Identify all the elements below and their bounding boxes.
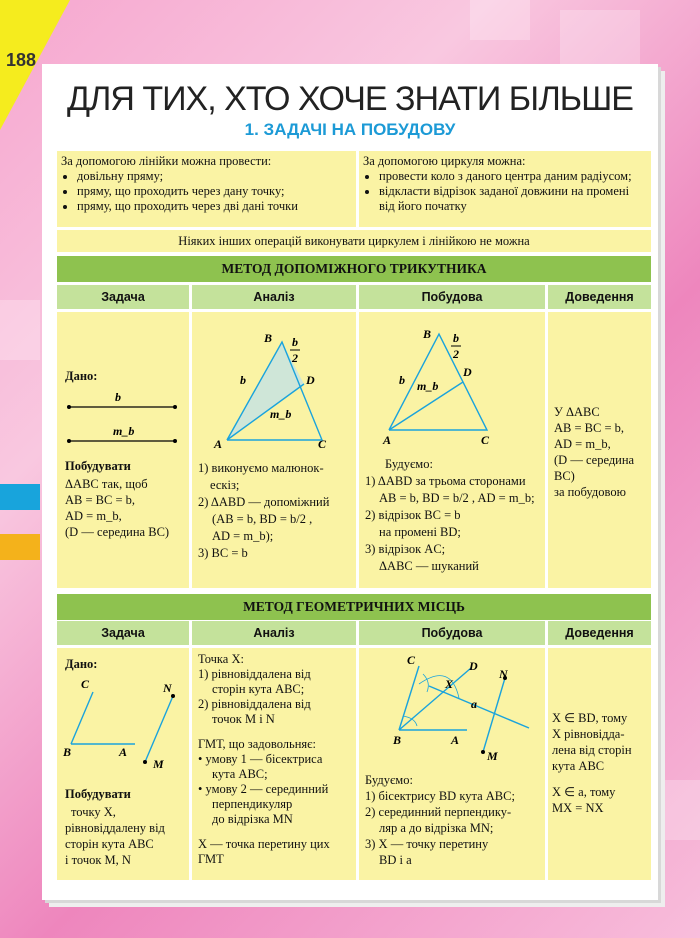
ruler-item: • пряму, що проходить через дві дані точки xyxy=(77,199,352,214)
m1-analysis-line: 3) BC = b xyxy=(198,546,248,560)
fig-label: A xyxy=(119,745,128,759)
m1-analysis-cell xyxy=(192,312,356,588)
fig-label: D xyxy=(463,365,472,379)
fig-label: m_b xyxy=(270,407,292,421)
fig-label: B xyxy=(393,733,402,747)
m1-proof-line: AD = m_b, xyxy=(554,437,611,451)
compass-info xyxy=(359,151,651,227)
seg-b-label: b xyxy=(115,390,121,404)
m1-task-line: (D — середина BC) xyxy=(65,525,170,539)
m2-construction-line: BD і a xyxy=(379,853,412,867)
fig-label: C xyxy=(481,433,490,447)
ruler-intro: За допомогою лінійки можна провести: xyxy=(61,154,272,168)
fig-label: b xyxy=(292,335,298,349)
m1-given-segments xyxy=(57,382,189,452)
m2-analysis-line: до відрізка MN xyxy=(212,812,293,826)
m1-construction-line: 1) ΔABD за трьома сторонами xyxy=(365,474,526,488)
fig-label: C xyxy=(407,653,416,667)
m1-analysis-line: 2) ΔABD — допоміжний xyxy=(198,495,330,509)
compass-item: • провести коло з даного центра даним радіусом; xyxy=(379,169,647,184)
m2-construction-line: 3) X — точку перетину xyxy=(365,837,489,851)
m1-proof-line: (D — середина xyxy=(554,453,635,467)
m2-construction-cell xyxy=(359,648,545,880)
fig-label: B xyxy=(264,331,273,345)
m1-construction-line: 2) відрізок BC = b xyxy=(365,508,461,522)
fig-label: 2 xyxy=(453,347,459,361)
fig-label: C xyxy=(81,677,90,691)
m2-header-analysis: Аналіз xyxy=(192,621,356,645)
m2-build-label: Побудувати xyxy=(65,787,131,801)
m2-analysis-line: X — точка перетину цих xyxy=(198,837,330,851)
fig-label: m_b xyxy=(417,379,439,393)
fig-label: A xyxy=(214,437,223,451)
m2-construction-line: 1) бісектрису BD кута ABC; xyxy=(365,789,515,803)
fig-label: N xyxy=(499,667,508,681)
m2-analysis-line: • умову 2 — серединний xyxy=(198,782,329,796)
fig-label: X xyxy=(445,677,454,691)
m1-header-proof: Доведення xyxy=(548,285,651,309)
m1-proof-line: за побудовою xyxy=(554,485,626,499)
ruler-info xyxy=(57,151,356,227)
fig-label: N xyxy=(163,681,172,695)
m2-given-label: Дано: xyxy=(65,657,98,671)
page-title: ДЛЯ ТИХ, ХТО ХОЧЕ ЗНАТИ БІЛЬШЕ xyxy=(67,80,633,118)
m2-task-line: сторін кута ABC xyxy=(65,837,154,851)
m1-construction-line: на промені BD; xyxy=(379,525,461,539)
m1-construction-cell xyxy=(359,312,545,588)
ruler-item: • довільну пряму; xyxy=(77,169,352,184)
m2-analysis-line: кута ABC; xyxy=(212,767,268,781)
m2-analysis-line: • умову 1 — бісектриса xyxy=(198,752,323,766)
m1-given-label: Дано: xyxy=(65,369,98,383)
m1-analysis-line: AD = m_b); xyxy=(212,529,274,543)
m1-task-line: ΔABC так, щоб xyxy=(65,477,148,491)
m2-analysis-line: ГМТ, що задовольняє: xyxy=(198,737,317,751)
side-tab-orange xyxy=(0,534,40,560)
fig-label: A xyxy=(383,433,392,447)
m1-proof-line: AB = BC = b, xyxy=(554,421,625,435)
method1-title: МЕТОД ДОПОМІЖНОГО ТРИКУТНИКА xyxy=(57,256,651,282)
fig-label: b xyxy=(453,331,459,345)
fig-label: b xyxy=(399,373,405,387)
m2-header-construction: Побудова xyxy=(359,621,545,645)
m1-proof-cell xyxy=(548,312,651,588)
method2-title: МЕТОД ГЕОМЕТРИЧНИХ МІСЦЬ xyxy=(57,594,651,620)
m1-header-analysis: Аналіз xyxy=(192,285,356,309)
m1-build-label: Побудувати xyxy=(65,459,131,473)
m1-analysis-line: (AB = b, BD = b/2 , xyxy=(212,512,313,526)
page-number: 188 xyxy=(6,50,37,70)
m2-proof-line: X ∈ BD, тому xyxy=(552,711,628,725)
m2-analysis-line: ГМТ xyxy=(198,852,224,866)
m2-proof-cell xyxy=(548,648,651,880)
section-subtitle: 1. ЗАДАЧІ НА ПОБУДОВУ xyxy=(244,120,456,139)
m1-analysis-figure xyxy=(192,312,356,452)
m1-proof-line: BC) xyxy=(554,469,575,483)
fig-label: b xyxy=(240,373,246,387)
compass-intro: За допомогою циркуля можна: xyxy=(363,154,526,168)
m2-task-line: точку X, xyxy=(71,805,116,819)
m2-proof-line: кута ABC xyxy=(552,759,605,773)
m2-analysis-cell xyxy=(192,648,356,880)
m2-analysis-spacer xyxy=(198,827,350,837)
m2-header-task: Задача xyxy=(57,621,189,645)
m2-proof-line: X рівновідда- xyxy=(552,727,625,741)
compass-item: • відкласти відрізок заданої довжини на промені від його початку xyxy=(379,184,647,214)
m1-header-task: Задача xyxy=(57,285,189,309)
ruler-item: • пряму, що проходить через дану точку; xyxy=(77,184,352,199)
m2-analysis-line: перпендикуляр xyxy=(212,797,293,811)
fig-label: B xyxy=(63,745,72,759)
fig-label: a xyxy=(471,697,477,711)
m1-header-construction: Побудова xyxy=(359,285,545,309)
m1-construction-line: AB = b, BD = b/2 , AD = m_b; xyxy=(379,491,535,505)
m1-proof-line: У ΔABC xyxy=(554,405,600,419)
m2-analysis-line: 1) рівновіддалена від xyxy=(198,667,311,681)
m1-construction-line: 3) відрізок AC; xyxy=(365,542,446,556)
m2-construction-line: Будуємо: xyxy=(365,773,413,787)
m2-analysis-spacer xyxy=(198,727,350,737)
m2-task-line: рівновіддалену від xyxy=(65,821,165,835)
m2-task-line: і точок M, N xyxy=(65,853,131,867)
fig-label: 2 xyxy=(292,351,298,365)
m1-construction-line: ΔABC — шуканий xyxy=(379,559,479,573)
m1-analysis-line: 1) виконуємо малюнок- xyxy=(198,461,324,475)
fig-label: D xyxy=(469,659,478,673)
m1-analysis-line: ескіз; xyxy=(210,478,240,492)
fig-label: D xyxy=(306,373,315,387)
m2-proof-line: MX = NX xyxy=(552,801,604,815)
m2-analysis-line: Точка X: xyxy=(198,652,244,666)
m2-construction-figure xyxy=(359,648,545,768)
m2-proof-line: лена від сторін xyxy=(552,743,632,757)
m1-task-line: AB = BC = b, xyxy=(65,493,136,507)
m2-given-figure xyxy=(57,676,189,776)
fig-label: M xyxy=(153,757,164,771)
m1-construction-line: Будуємо: xyxy=(385,457,433,471)
m1-task-line: AD = m_b, xyxy=(65,509,122,523)
fig-label: C xyxy=(318,437,327,451)
side-tab-blue xyxy=(0,484,40,510)
m2-proof-spacer xyxy=(552,774,632,784)
fig-label: B xyxy=(423,327,432,341)
fig-label: M xyxy=(487,749,498,763)
restriction-note: Ніяких інших операцій виконувати циркулем і лінійкою не можна xyxy=(57,230,651,252)
m2-construction-line: ляр a до відрізка MN; xyxy=(379,821,494,835)
m2-proof-line: X ∈ a, тому xyxy=(552,785,616,799)
m2-analysis-line: сторін кута ABC; xyxy=(212,682,305,696)
m1-construction-figure xyxy=(359,312,545,452)
m2-task-cell xyxy=(57,648,189,880)
m2-analysis-line: 2) рівновіддалена від xyxy=(198,697,311,711)
m2-construction-line: 2) серединний перпендику- xyxy=(365,805,512,819)
m2-header-proof: Доведення xyxy=(548,621,651,645)
m2-analysis-line: точок M і N xyxy=(212,712,275,726)
seg-m-label: m_b xyxy=(113,424,135,438)
m1-task-cell xyxy=(57,312,189,588)
fig-label: A xyxy=(451,733,460,747)
